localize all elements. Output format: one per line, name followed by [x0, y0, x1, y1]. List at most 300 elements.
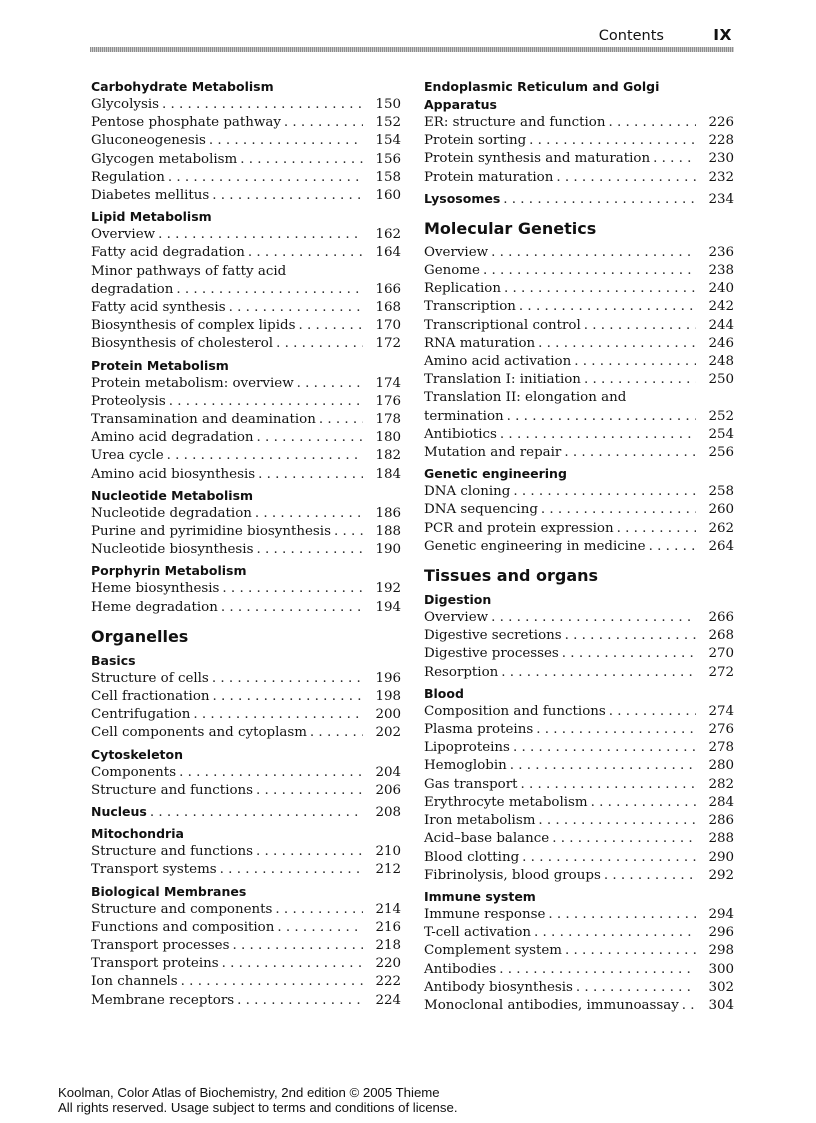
entry-title: Nucleotide degradation — [91, 505, 252, 521]
toc-entry[interactable] — [424, 609, 734, 627]
dot-leader — [147, 804, 363, 822]
toc-entry[interactable] — [424, 867, 734, 885]
toc-entry[interactable] — [424, 483, 734, 501]
toc-entry[interactable] — [91, 244, 401, 262]
toc-entry[interactable] — [424, 280, 734, 298]
group-title-text: Basics — [91, 652, 136, 668]
entry-title: Urea cycle — [91, 448, 164, 464]
entry-page: 256 — [708, 445, 734, 461]
toc-entry[interactable] — [424, 298, 734, 316]
entry-page: 238 — [708, 263, 734, 279]
dot-leader — [295, 317, 363, 335]
toc-entry[interactable] — [91, 955, 401, 973]
entry-title: Protein synthesis and maturation — [424, 151, 651, 167]
entry-page: 282 — [708, 776, 734, 792]
toc-entry[interactable] — [424, 538, 734, 556]
dot-leader — [559, 645, 696, 663]
toc-section — [424, 566, 734, 1015]
toc-entry[interactable] — [91, 151, 401, 169]
entry-page: 198 — [375, 689, 401, 705]
entry-title: Amino acid activation — [424, 354, 572, 370]
toc-entry[interactable] — [91, 114, 401, 132]
entry-page: 192 — [375, 581, 401, 597]
dot-leader — [561, 444, 696, 462]
entry-page: 298 — [708, 943, 734, 959]
toc-entry[interactable] — [91, 447, 401, 465]
entry-title: Overview — [424, 610, 489, 626]
dot-leader — [507, 757, 696, 775]
toc-entry[interactable] — [424, 703, 734, 721]
toc-entry[interactable] — [91, 580, 401, 598]
entry-title: Complement system — [424, 943, 562, 959]
toc-entry[interactable] — [91, 466, 401, 484]
entry-page: 164 — [375, 245, 401, 261]
entry-title: Minor pathways of fatty acid — [91, 263, 287, 279]
toc-entry[interactable] — [424, 335, 734, 353]
entry-title: DNA cloning — [424, 484, 511, 500]
group-title — [91, 357, 401, 375]
entry-title: Glycolysis — [91, 97, 159, 112]
toc-entry[interactable] — [91, 764, 401, 782]
toc-entry[interactable] — [91, 317, 401, 335]
entry-title: ER: structure and function — [424, 115, 606, 130]
group-title-text: Mitochondria — [91, 826, 184, 842]
dot-leader — [217, 861, 363, 879]
toc-entry[interactable] — [424, 371, 734, 389]
entry-page: 260 — [708, 502, 734, 518]
dot-leader — [210, 688, 363, 706]
dot-leader — [253, 782, 363, 800]
entry-page: 246 — [708, 335, 734, 351]
entry-page: 254 — [708, 426, 734, 442]
entry-page: 258 — [708, 484, 734, 500]
dot-leader — [178, 973, 363, 991]
entry-page: 226 — [708, 115, 734, 130]
dot-leader — [274, 919, 363, 937]
entry-title: Antibodies — [424, 961, 497, 977]
entry-page: 280 — [708, 758, 734, 774]
dot-leader — [219, 580, 363, 598]
entry-page: 172 — [375, 336, 401, 352]
dot-leader — [226, 299, 363, 317]
toc-entry[interactable] — [91, 843, 401, 861]
entry-page: 224 — [375, 992, 401, 1008]
section-title: Organelles — [91, 626, 189, 646]
toc-entry[interactable] — [424, 408, 734, 426]
toc-entry[interactable] — [424, 721, 734, 739]
entry-page: 154 — [375, 133, 401, 149]
entry-page: 234 — [708, 191, 734, 207]
entry-title: Transport systems — [91, 862, 217, 878]
entry-page: 294 — [708, 906, 734, 922]
entry-page: 268 — [708, 628, 734, 644]
entry-page: 286 — [708, 813, 734, 829]
dot-leader — [488, 609, 696, 627]
group-title — [91, 746, 401, 764]
toc-column-right — [424, 78, 734, 1015]
toc-entry[interactable] — [424, 942, 734, 960]
group-title-text: Cytoskeleton — [91, 746, 184, 762]
entry-page: 264 — [708, 538, 734, 554]
entry-title: Genome — [424, 263, 480, 279]
toc-group — [91, 562, 401, 616]
dot-leader — [581, 371, 696, 389]
entry-title: Pentose phosphate pathway — [91, 115, 281, 131]
page-header — [90, 26, 734, 50]
dot-leader — [253, 541, 363, 559]
dot-leader — [553, 169, 696, 187]
toc-entry[interactable] — [424, 812, 734, 830]
entry-title: Iron metabolism — [424, 813, 536, 829]
group-title-text: Protein Metabolism — [91, 357, 229, 373]
entry-page: 206 — [375, 782, 401, 798]
dot-leader — [218, 599, 363, 617]
running-head: Contents — [598, 28, 664, 44]
toc-entry[interactable] — [424, 132, 734, 150]
entry-page: 174 — [375, 375, 401, 391]
entry-page: 248 — [708, 354, 734, 370]
dot-leader — [497, 426, 696, 444]
toc-entry[interactable] — [91, 375, 401, 393]
toc-group — [91, 803, 401, 822]
entry-page: 188 — [375, 524, 401, 540]
toc-entry[interactable] — [424, 317, 734, 335]
dot-leader — [510, 739, 696, 757]
toc-entry[interactable] — [424, 262, 734, 280]
entry-title: DNA sequencing — [424, 502, 538, 518]
group-title-text: Endoplasmic Reticulum and Golgi Apparatus — [424, 79, 660, 112]
dot-leader — [606, 703, 696, 721]
dot-leader — [562, 942, 696, 960]
group-title — [91, 487, 401, 505]
entry-title: Lipoproteins — [424, 740, 510, 756]
toc-entry[interactable] — [91, 187, 401, 205]
toc-entry[interactable] — [424, 794, 734, 812]
toc-section — [91, 78, 401, 617]
entry-title: Mutation and repair — [424, 445, 562, 461]
toc-entry[interactable] — [424, 627, 734, 645]
dot-leader — [165, 169, 363, 187]
dot-leader — [538, 501, 696, 519]
toc-entry[interactable] — [91, 505, 401, 523]
toc-entry[interactable] — [424, 426, 734, 444]
toc-entry[interactable] — [91, 803, 401, 822]
entry-title: Heme biosynthesis — [91, 581, 220, 597]
entry-title: Regulation — [91, 169, 165, 185]
toc-entry[interactable] — [424, 776, 734, 794]
entry-page: 182 — [375, 448, 401, 464]
entry-page: 210 — [375, 844, 401, 860]
toc-entry[interactable] — [91, 263, 401, 281]
dot-leader — [254, 429, 363, 447]
entry-title: termination — [424, 408, 504, 424]
dot-leader — [498, 664, 696, 682]
toc-entry[interactable] — [424, 830, 734, 848]
dot-leader — [535, 335, 696, 353]
entry-page: 304 — [708, 997, 734, 1013]
toc-entry[interactable] — [424, 150, 734, 168]
toc-group — [424, 685, 734, 885]
entry-page: 292 — [708, 867, 734, 883]
toc-entry[interactable] — [91, 670, 401, 688]
toc-entry[interactable] — [91, 226, 401, 244]
entry-page: 220 — [375, 956, 401, 972]
entry-page: 216 — [375, 919, 401, 935]
group-title — [424, 78, 734, 114]
dot-leader — [255, 466, 363, 484]
footer-line-1: Koolman, Color Atlas of Biochemistry, 2nd edition © 2005 Thieme — [58, 1085, 440, 1100]
group-title — [91, 208, 401, 226]
toc-entry[interactable] — [424, 739, 734, 757]
toc-entry[interactable] — [91, 281, 401, 299]
entry-title: Cell components and cytoplasm — [91, 725, 307, 741]
toc-group — [91, 487, 401, 560]
dot-leader — [488, 244, 696, 262]
toc-entry[interactable] — [424, 961, 734, 979]
dot-leader — [176, 764, 363, 782]
group-title — [424, 591, 734, 609]
entry-title: Membrane receptors — [91, 992, 235, 1008]
entry-title: Protein metabolism: overview — [91, 375, 294, 391]
dot-leader — [504, 408, 696, 426]
entry-title: Hemoglobin — [424, 758, 507, 774]
entry-page: 150 — [375, 97, 401, 112]
toc-group — [91, 78, 401, 205]
toc-entry[interactable] — [424, 979, 734, 997]
entry-page: 272 — [708, 664, 734, 680]
entry-title: Composition and functions — [424, 703, 606, 719]
toc-entry[interactable] — [91, 169, 401, 187]
toc-group — [424, 888, 734, 1015]
entry-title: Structure and components — [91, 901, 273, 917]
entry-title: Proteolysis — [91, 393, 166, 409]
group-title-text: Nucleotide Metabolism — [91, 487, 254, 503]
toc-entry[interactable] — [91, 706, 401, 724]
toc-entry[interactable] — [91, 523, 401, 541]
dot-leader — [501, 280, 696, 298]
entry-page: 284 — [708, 794, 734, 810]
entry-title: Glycogen metabolism — [91, 151, 238, 167]
toc-section — [424, 219, 734, 556]
entry-page: 266 — [708, 610, 734, 626]
dot-leader — [531, 924, 696, 942]
dot-leader — [272, 901, 363, 919]
entry-title: Transport proteins — [91, 956, 219, 972]
toc-entry[interactable] — [424, 389, 734, 407]
entry-title: Amino acid degradation — [91, 430, 254, 446]
toc-entry[interactable] — [91, 688, 401, 706]
entry-page: 276 — [708, 722, 734, 738]
group-title-text: Lipid Metabolism — [91, 209, 212, 225]
dot-leader — [209, 187, 363, 205]
entry-title: Ion channels — [91, 974, 178, 990]
dot-leader — [273, 335, 363, 353]
dot-leader — [581, 317, 696, 335]
entry-page: 180 — [375, 430, 401, 446]
dot-leader — [562, 627, 696, 645]
entry-title: Translation I: initiation — [424, 372, 581, 388]
page-number: IX — [713, 26, 732, 44]
toc-entry[interactable] — [91, 901, 401, 919]
dot-leader — [159, 96, 363, 114]
entry-title: Plasma proteins — [424, 722, 534, 738]
entry-title: Overview — [424, 244, 489, 260]
dot-leader — [307, 724, 363, 742]
entry-title: Fibrinolysis, blood groups — [424, 867, 601, 883]
entry-page: 240 — [708, 281, 734, 297]
entry-title: Antibiotics — [424, 426, 497, 442]
toc-group — [91, 652, 401, 743]
toc-group — [91, 825, 401, 879]
toc-entry[interactable] — [91, 724, 401, 742]
toc-entry[interactable] — [91, 335, 401, 353]
entry-page: 212 — [375, 862, 401, 878]
dot-leader — [155, 226, 363, 244]
toc-entry[interactable] — [424, 190, 734, 209]
toc-entry[interactable] — [91, 973, 401, 991]
entry-page: 200 — [375, 707, 401, 723]
entry-page: 186 — [375, 505, 401, 521]
entry-title: Resorption — [424, 664, 499, 680]
entry-title: Transcriptional control — [424, 317, 581, 333]
toc-entry[interactable] — [91, 132, 401, 150]
entry-title: PCR and protein expression — [424, 520, 614, 536]
entry-page: 274 — [708, 703, 734, 719]
toc-entry[interactable] — [91, 429, 401, 447]
entry-page: 222 — [375, 974, 401, 990]
toc-entry[interactable] — [424, 924, 734, 942]
entry-title: Erythrocyte metabolism — [424, 794, 588, 810]
entry-title: Monoclonal antibodies, immunoassay — [424, 997, 679, 1013]
entry-title: Diabetes mellitus — [91, 188, 210, 204]
entry-title: Gas transport — [424, 776, 518, 792]
toc-group — [424, 190, 734, 209]
toc-group — [91, 746, 401, 800]
entry-page: 302 — [708, 979, 734, 995]
entry-title: Digestive processes — [424, 646, 559, 662]
toc-entry[interactable] — [91, 919, 401, 937]
toc-entry[interactable] — [424, 444, 734, 462]
entry-title: Centrifugation — [91, 707, 191, 723]
section-title: Tissues and organs — [424, 566, 599, 586]
entry-page: 278 — [708, 740, 734, 756]
toc-entry[interactable] — [91, 541, 401, 559]
group-title — [91, 825, 401, 843]
toc-entry[interactable] — [424, 645, 734, 663]
entry-page: 190 — [375, 542, 401, 558]
dot-leader — [166, 393, 363, 411]
toc-entry[interactable] — [424, 997, 734, 1015]
dot-leader — [252, 505, 363, 523]
dot-leader — [496, 961, 696, 979]
toc-entry[interactable] — [424, 244, 734, 262]
entry-page: 218 — [375, 937, 401, 953]
toc-entry[interactable] — [91, 393, 401, 411]
toc-entry[interactable] — [91, 96, 401, 114]
toc-entry[interactable] — [91, 782, 401, 800]
toc-entry[interactable] — [424, 757, 734, 775]
dot-leader — [480, 262, 696, 280]
entry-page: 158 — [375, 169, 401, 185]
dot-leader — [533, 721, 696, 739]
toc-entry[interactable] — [91, 861, 401, 879]
dot-leader — [237, 151, 363, 169]
toc-entry[interactable] — [424, 169, 734, 187]
group-title — [91, 883, 401, 901]
toc-entry[interactable] — [424, 353, 734, 371]
entry-page: 236 — [708, 244, 734, 260]
toc-entry[interactable] — [424, 849, 734, 867]
toc-entry[interactable] — [424, 520, 734, 538]
entry-page: 232 — [708, 169, 734, 185]
entry-title: Transamination and deamination — [91, 412, 316, 428]
toc-entry[interactable] — [424, 501, 734, 519]
dot-leader — [573, 979, 696, 997]
dot-leader — [516, 298, 696, 316]
toc-entry[interactable] — [424, 664, 734, 682]
dot-leader — [206, 132, 363, 150]
toc-entry[interactable] — [424, 906, 734, 924]
entry-title: Antibody biosynthesis — [424, 979, 573, 995]
toc-entry[interactable] — [424, 114, 734, 132]
dot-leader — [253, 843, 363, 861]
dot-leader — [209, 670, 363, 688]
toc-group — [424, 78, 734, 187]
toc-section — [424, 78, 734, 209]
group-title — [91, 78, 401, 96]
entry-page: 250 — [708, 372, 734, 388]
entry-page: 290 — [708, 849, 734, 865]
header-rule — [90, 47, 734, 52]
entry-page: 152 — [375, 115, 401, 131]
toc-entry[interactable] — [91, 411, 401, 429]
dot-leader — [601, 867, 696, 885]
toc-entry[interactable] — [91, 599, 401, 617]
toc-entry[interactable] — [91, 992, 401, 1010]
group-title-text: Nucleus — [91, 804, 147, 820]
dot-leader — [549, 830, 696, 848]
entry-title: Structure and functions — [91, 782, 254, 798]
entry-page: 176 — [375, 393, 401, 409]
toc-entry[interactable] — [91, 299, 401, 317]
toc-column-left — [91, 78, 401, 1010]
copyright-footer — [58, 1085, 457, 1115]
group-title-text: Lysosomes — [424, 190, 501, 206]
dot-leader — [510, 483, 696, 501]
entry-title: Structure and functions — [91, 844, 254, 860]
dot-leader — [545, 906, 696, 924]
dot-leader — [650, 150, 696, 168]
toc-section — [91, 627, 401, 1010]
dot-leader — [316, 411, 363, 429]
toc-group — [424, 244, 734, 462]
dot-leader — [614, 520, 696, 538]
entry-title: Biosynthesis of cholesterol — [91, 336, 274, 352]
entry-title: Protein sorting — [424, 133, 527, 149]
entry-page: 162 — [375, 227, 401, 243]
dot-leader — [526, 132, 696, 150]
toc-group — [91, 208, 401, 353]
toc-group — [91, 883, 401, 1010]
entry-title: Replication — [424, 281, 501, 297]
dot-leader — [535, 812, 696, 830]
group-title-text: Genetic engineering — [424, 466, 567, 482]
group-title — [91, 562, 401, 580]
group-title — [424, 685, 734, 703]
entry-page: 288 — [708, 831, 734, 847]
toc-entry[interactable] — [91, 937, 401, 955]
group-title-text: Blood — [424, 685, 464, 701]
